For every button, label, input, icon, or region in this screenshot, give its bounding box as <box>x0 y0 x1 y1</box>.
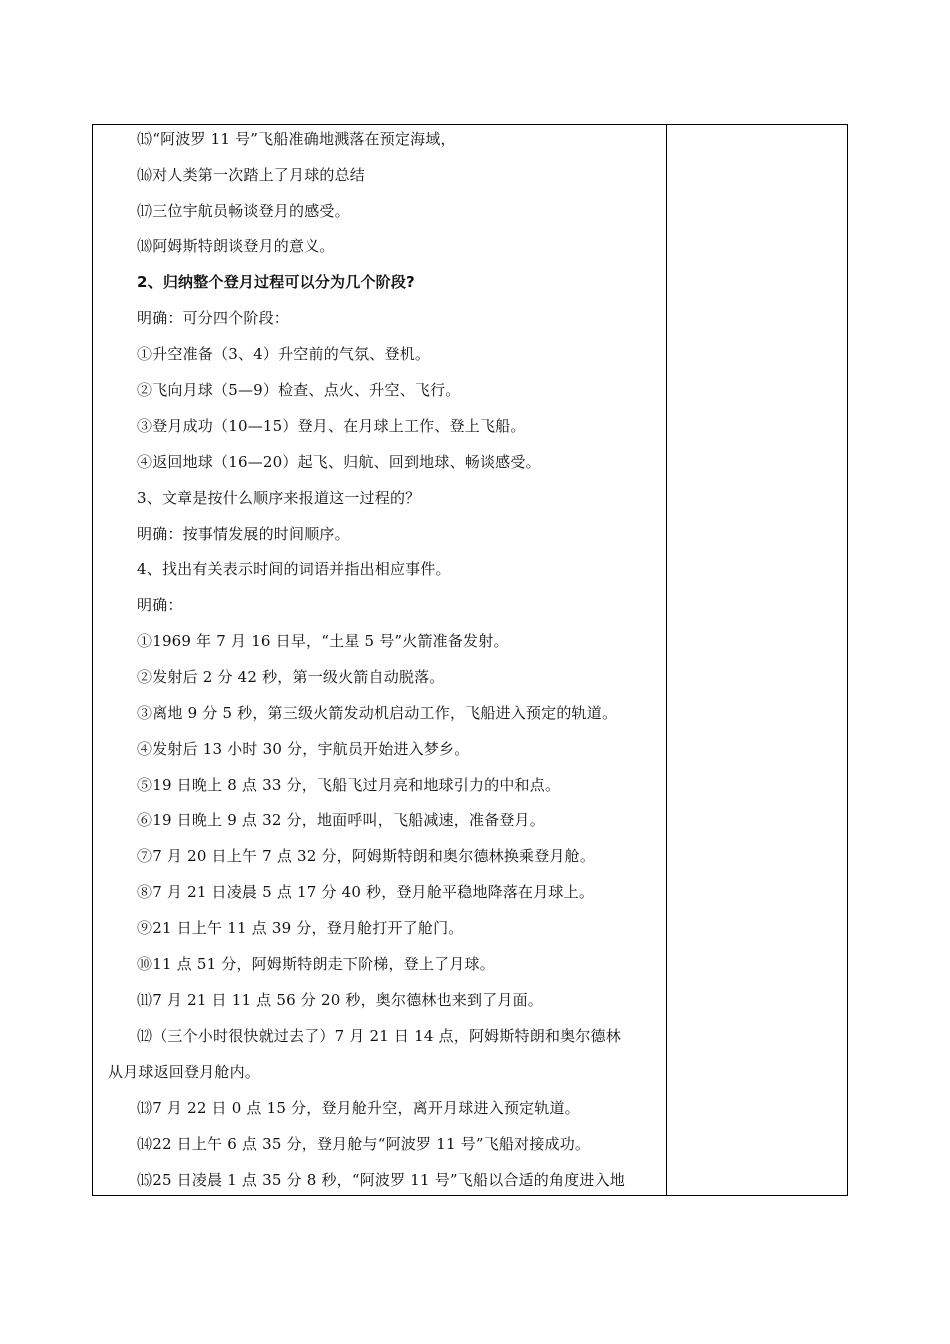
side-notes-cell <box>667 125 847 1195</box>
text-line: ⒂25 日凌晨 1 点 35 分 8 秒，“阿波罗 11 号”飞船以合适的角度进入地 <box>137 1171 625 1189</box>
text-line: ①1969 年 7 月 16 日早，“土星 5 号”火箭准备发射。 <box>137 632 509 650</box>
text-line: ⑿（三个小时很快就过去了）7 月 21 日 14 点，阿姆斯特朗和奥尔德林 <box>137 1027 621 1045</box>
text-line: 明确：可分四个阶段： <box>137 309 290 327</box>
text-line: 从月球返回登月舱内。 <box>108 1063 261 1081</box>
text-line: ③离地 9 分 5 秒，第三级火箭发动机启动工作，飞船进入预定的轨道。 <box>137 704 618 722</box>
main-content-cell <box>93 125 666 1195</box>
text-line: ⑥19 日晚上 9 点 32 分，地面呼叫，飞船减速，准备登月。 <box>137 811 545 829</box>
text-line: 3、文章是按什么顺序来报道这一过程的？ <box>137 489 421 507</box>
text-line: ⑧7 月 21 日凌晨 5 点 17 分 40 秒，登月舱平稳地降落在月球上。 <box>137 883 595 901</box>
text-line: ⒄三位宇航员畅谈登月的感受。 <box>137 202 350 220</box>
text-line: ⒁22 日上午 6 点 35 分，登月舱与“阿波罗 11 号”飞船对接成功。 <box>137 1135 591 1153</box>
text-line: ⑩11 点 51 分，阿姆斯特朗走下阶梯，登上了月球。 <box>137 955 495 973</box>
document-table <box>92 124 848 1196</box>
text-line: ④返回地球（16—20）起飞、归航、回到地球、畅谈感受。 <box>137 453 541 471</box>
text-line: ⒀7 月 22 日 0 点 15 分，登月舱升空，离开月球进入预定轨道。 <box>137 1099 580 1117</box>
text-line: 4、找出有关表示时间的词语并指出相应事件。 <box>137 560 451 578</box>
text-line: ③登月成功（10—15）登月、在月球上工作、登上飞船。 <box>137 417 526 435</box>
text-line: ⑦7 月 20 日上午 7 点 32 分，阿姆斯特朗和奥尔德林换乘登月舱。 <box>137 847 596 865</box>
text-line: ⒃对人类第一次踏上了月球的总结 <box>137 166 366 184</box>
text-line: 明确： <box>137 596 183 614</box>
text-line: ⒅阿姆斯特朗谈登月的意义。 <box>137 237 335 255</box>
text-line: 明确：按事情发展的时间顺序。 <box>137 525 350 543</box>
text-line: ②发射后 2 分 42 秒，第一级火箭自动脱落。 <box>137 668 445 686</box>
text-line: ⑾7 月 21 日 11 点 56 分 20 秒，奥尔德林也来到了月面。 <box>137 991 544 1009</box>
section-question: 2、归纳整个登月过程可以分为几个阶段? <box>137 273 415 291</box>
text-line: ②飞向月球（5—9）检查、点火、升空、飞行。 <box>137 381 461 399</box>
text-line: ⒂“阿波罗 11 号”飞船准确地溅落在预定海域， <box>137 130 456 148</box>
text-line: ⑨21 日上午 11 点 39 分，登月舱打开了舱门。 <box>137 919 464 937</box>
text-line: ①升空准备（3、4）升空前的气氛、登机。 <box>137 345 431 363</box>
text-line: ④发射后 13 小时 30 分，宇航员开始进入梦乡。 <box>137 740 470 758</box>
text-line: ⑤19 日晚上 8 点 33 分，飞船飞过月亮和地球引力的中和点。 <box>137 776 561 794</box>
